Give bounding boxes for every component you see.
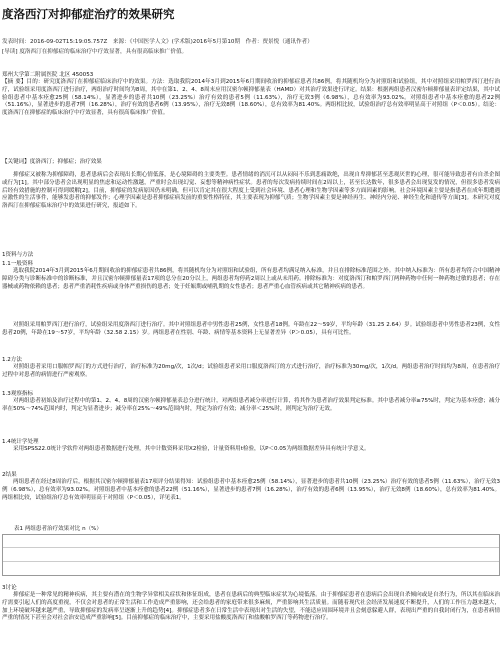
intro-paragraph: 抑郁症又被称为抑郁障碍，患者患病后会表现出长期心情低落，是心境障碍的主要类型。患者情绪的消沉可以从闷闷不乐到悲痛欲绝，出现自卑抑郁甚至悲观厌世的心理，很可能导致患者有自杀企图或行为[1]。其中部分患者会出现明显的焦虑和运动性激越，严重时会出现幻觉、妄想等精神病性症状。患者的每次发病持续时间在2周以上，甚至长达数年，很多患者会出现复发的情况，但很多患者发病后经有效措施的控制可得到缓解[2]。目前，抑郁症的发病原因仍未明确，但可以肯定其在很大程度上受到社会环境、患者心理和生物学因素等多方面因素的影响。社会环境因素主要是指患者在成年期遭遇应激性的生活事件，能够发患者的抑郁发作；心理学因素是患者抑郁症病发前的重要性格特征，其主要表现为抑郁气质；生物学因素主要是神经再生、神经内分泌、神经生化和遗传等方面[3]。本研究对度洛西汀在抑郁症临床治疗中的效果进行研究，报道如下。: [2, 172, 500, 209]
stats-paragraph: 采用SPSS22.0统计学软件对两组患者数据进行处理，其中计数资料采用X2检验，计量资料用t检验，以P＜0.05为两组数据差异具有统计学意义。: [13, 446, 370, 452]
subsection-heading-1-4: 1.4统计学处理: [2, 439, 39, 445]
general-paragraph-1: 选取我院2014年3月到2015年6月期间收治的抑郁症患者共86例，将其随机均分为对照组和试验组，所有患者均满足纳入标准，并且在排除标准范围之外。其中纳入标准为：所有患者均符合中国精神障碍分类与诊断标准中的诊断标准，并且汉密尔顿抑郁量表17项的总分在20分以上，两组患者均停药2周以上或从未用药。排除标准为：对度洛西汀和帕罗西汀两种药物中任何一种药物过敏的患者；存在器械或药物依赖的患者；患者严重消耗性疾病或身体严重损伤的患者；处于妊娠期或哺乳期的女性患者；患者严重心血管疾病或其它精神疾病的患者。: [2, 268, 500, 290]
section-heading-1: 1资料与方法: [2, 252, 34, 258]
table-caption: 表1 两组患者治疗效果对比 n（%）: [14, 526, 102, 532]
abstract: 【摘 要】目的：研究度洛西汀在抑郁症临床治疗中的效果。方法：选取我院2014年3月到2015年6月期间收治的抑郁症患者共86例，将其随机均分为对照组和试验组，其中对照组采用帕罗西汀进行治疗，试验组采用度洛西汀进行治疗，两组治疗时间均为8周，其中在第1、2、4、8周末应用汉密尔顿抑郁量表（HAMD）对其治疗效果进行评定。结果：根据两组患者汉密尔顿抑郁量表评定结果，其中试验组患者中基本痊愈25例（58.14%），显著进步的患者共10例（23.25%）治疗有效的患者5例（11.63%），治疗无效3例（6.98%），总有效率为93.02%。对照组患者中基本痊愈的患者22例（51.16%），显著进步的患者7例（16.28%），治疗有效的患者6例（13.95%），治疗无效8例（18.60%），总有效率为81.40%。两组相比较，试验组治疗总有效率明显高于对照组（P＜0.05）。结论：度洛西汀在抑郁症的临床治疗中疗效显著，具有很高临床推广价值。: [2, 79, 500, 116]
page-title: 度洛西汀对抑郁症治疗的效果研究: [2, 7, 175, 21]
method-paragraph: 对照组患者采用口服帕罗西汀的方式进行治疗，治疗标准为20mg/次，1次/d；试验组患者采用口服度洛西汀的方式进行治疗，治疗标准为30mg/次，1次/d。两组患者治疗时间均为8周，在患者治疗过程中对患者的病情进行严密观察。: [2, 364, 500, 378]
results-table: [2, 534, 500, 576]
table-row: [3, 561, 499, 562]
subsection-heading-1-3: 1.3观察指标: [2, 391, 34, 397]
general-paragraph-2: 对照组采用帕罗西汀进行治疗，试验组采用度洛西汀进行治疗。其中对照组患者中男性患者25例，女性患者18例。年龄在22～59岁，平均年龄（31.25 2.64）岁。试验组患者中男性患者23例，女性患者20例，年龄在19～57岁，平均年龄（32.58 2.15）岁。两组患者在性别、年龄、病情等基本资料上无显著差异（P＞0.05），具有可比性。: [2, 322, 500, 336]
article-summary: [导读] 度洛西汀在抑郁症的临床治疗中疗效显著，具有很高临床推广价值。: [2, 49, 188, 55]
section-heading-2: 2结果: [2, 472, 17, 478]
table-row: [3, 547, 499, 548]
affiliation: 郑州大学第二附属医院 北区 450053: [2, 72, 94, 78]
observe-paragraph: 对两组患者初始及治疗过程中的第1、2、4、8周的汉密尔顿抑郁量表总分进行统计，对两组患者减分率进行计算，将其作为患者治疗效果判定标准。其中患者减分率≥75%时，判定为基本痊愈；减分率在50%～74%范围内时，判定为显著进步；减分率在25%～49%范围内时，判定为治疗有效；减分率＜25%时，则判定为治疗无效。: [2, 398, 500, 412]
keywords: 【关键词】度洛西汀；抑郁症；治疗效果: [2, 159, 102, 165]
results-paragraph: 两组患者在经过8周治疗后，根据其汉密尔顿抑郁量表17项评分结果得知：试验组患者中基本痊愈25例（58.14%），显著进步的患者共10例（23.25%）治疗有效的患者5例（11.63%），治疗无效3例（6.98%），总有效率为93.02%。对照组患者中基本痊愈的患者22例（51.16%），显著进步的患者7例（16.28%），治疗有效的患者6例（13.95%），治疗无效8例（18.60%），总有效率为81.40%。两组相比较，试验组治疗总有效率明显高于对照组（P＜0.05），详见表1。: [2, 479, 500, 501]
subsection-heading-1-1: 1.1一般资料: [2, 261, 34, 267]
discussion-paragraph: 抑郁症是一种常见的精神疾病，其主要有潜在的生物学异常相关症状和体征组成，患者在患病后的典型临床症状为心境低落。由于抑郁症患者在患病后会出现自杀倾向或是自杀行为，所以其在临床治疗需要引起人们的高度重视，不仅会对患者的正常生活和工作造成严重影响，还会给患者的家庭带来很多麻烦，严重影响其生活质量。而随着现代社会经济发展速度不断提升，人们的工作压力越来越大，加上环境破坏越来越严重，导致抑郁症的发病率呈逐渐上升的趋势[4]。抑郁症患者多在日常生活中表现出对生活的失望，不能适应周围环境并且会刻意躲避人群，表现出严重的自我封闭行为，在患者病情严重的情况下甚至会对社会治安造成严重影响[5]。目前抑郁症的临床治疗中，主要采用盐酸度洛西汀和盐酸帕罗西汀等药物进行治疗。: [2, 592, 500, 622]
article-meta: 发表时间：2016-09-02T15:19:05.757Z 来源：《中国医学人文》(学术版)2016年5月第10期 作者：贾景悦（通讯作者）: [2, 39, 313, 45]
section-heading-3: 3讨论: [2, 585, 17, 591]
subsection-heading-1-2: 1.2方法: [2, 357, 22, 363]
